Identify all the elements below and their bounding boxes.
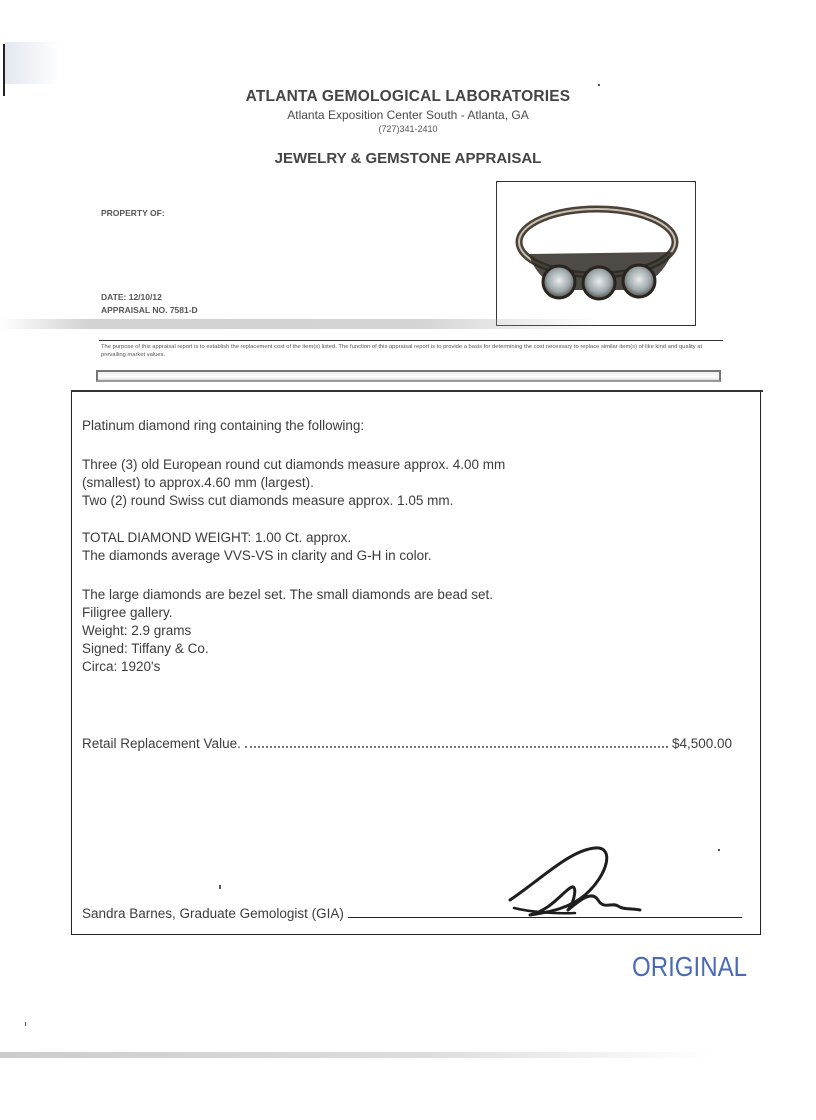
- description-line: TOTAL DIAMOND WEIGHT: 1.00 Ct. approx.: [82, 530, 352, 545]
- scan-speck: [219, 885, 221, 889]
- original-stamp: ORIGINAL: [632, 951, 748, 982]
- diamond-measurements: [82, 456, 505, 510]
- lab-phone: (727)341-2410: [378, 124, 438, 134]
- diamond-center: [583, 267, 615, 299]
- signature-line: [82, 905, 742, 921]
- item-details: [82, 586, 493, 676]
- item-photo: [496, 181, 696, 326]
- diamond-weight-grade: [82, 529, 432, 565]
- document-title: JEWELRY & GEMSTONE APPRAISAL: [274, 150, 542, 167]
- value-amount: $4,500.00: [671, 736, 732, 751]
- description-line: The diamonds average VVS-VS in clarity and G-H in color.: [82, 548, 432, 563]
- appraisal-number-field: [101, 305, 198, 315]
- lab-address: Atlanta Exposition Center South - Atlanta, GA: [287, 108, 529, 122]
- date-value: 12/10/12: [128, 292, 162, 302]
- property-of-label: PROPERTY OF:: [101, 208, 165, 218]
- description-line: Filigree gallery.: [82, 605, 173, 620]
- signature-rule: [348, 905, 742, 918]
- value-label: Retail Replacement Value.: [82, 736, 241, 751]
- appraisal-number-value: 7581-D: [169, 305, 198, 315]
- description-line: Weight: 2.9 grams: [82, 623, 192, 638]
- disclaimer-text: The purpose of this appraisal report is to establish the replacement cost of the item(s) listed. The function of this appraisal report is to provide a basis for determining the cost necessary to replace similar item(s) of like kind and quality at prevailing market values.: [101, 344, 703, 358]
- date-label: DATE:: [101, 292, 127, 302]
- scan-speck: [718, 849, 720, 851]
- scan-speck: [598, 84, 600, 86]
- diamond-right: [623, 265, 655, 297]
- scan-artifact: [0, 1052, 710, 1058]
- description-line: (smallest) to approx.4.60 mm (largest).: [82, 475, 314, 490]
- divider: [99, 340, 723, 341]
- description-line: The large diamonds are bezel set. The small diamonds are bead set.: [82, 587, 493, 602]
- description-line: Two (2) round Swiss cut diamonds measure approx. 1.05 mm.: [82, 493, 454, 508]
- scan-artifact: [5, 42, 60, 84]
- signer-name: Sandra Barnes, Graduate Gemologist (GIA): [82, 906, 344, 921]
- scan-artifact: [0, 319, 600, 329]
- description-line: Three (3) old European round cut diamonds measure approx. 4.00 mm: [82, 457, 506, 472]
- decorative-banner: [96, 370, 721, 382]
- description-line: Circa: 1920's: [82, 659, 161, 674]
- dot-leader: [245, 746, 668, 748]
- diamond-left: [543, 266, 575, 298]
- ring-icon: [497, 182, 695, 325]
- property-of-field: [101, 208, 165, 218]
- scan-speck: [25, 1022, 26, 1026]
- date-field: [101, 292, 162, 302]
- item-description-intro: Platinum diamond ring containing the following:: [82, 418, 365, 433]
- lab-name: ATLANTA GEMOLOGICAL LABORATORIES: [245, 88, 571, 105]
- retail-replacement-value: [82, 736, 732, 751]
- appraisal-number-label: APPRAISAL NO.: [101, 305, 168, 315]
- description-line: Signed: Tiffany & Co.: [82, 641, 209, 656]
